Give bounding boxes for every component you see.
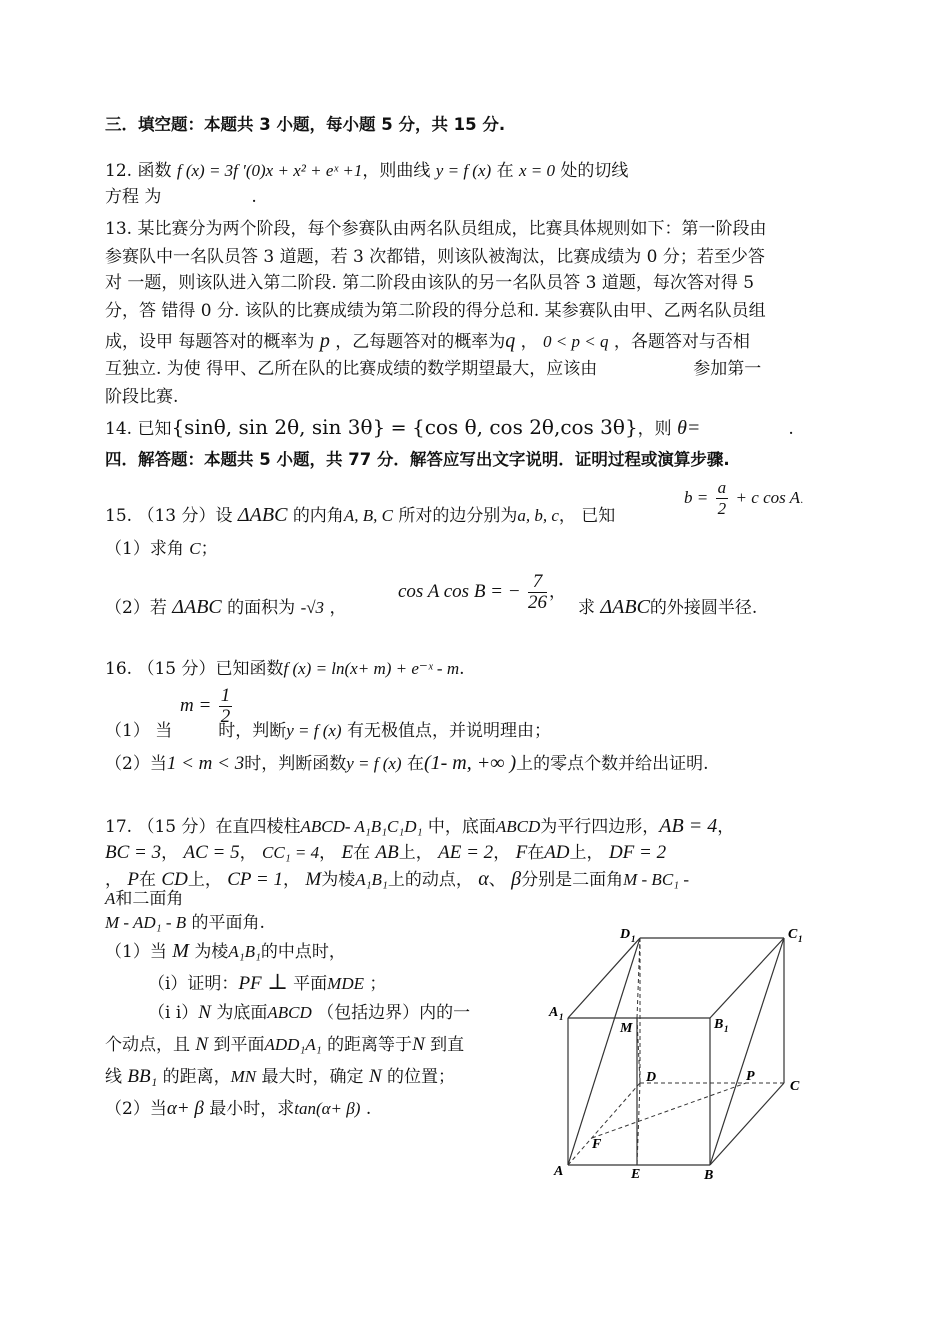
prism-figure [548, 920, 810, 1182]
q17-and-dihedral: 和二面角 [115, 889, 184, 909]
q17-cc1: CC₁ = 4 [262, 843, 320, 862]
q17-part1-tail: 的中点时， [260, 942, 346, 962]
q17-ad: AD [544, 842, 570, 863]
q16-part2-func: y = f (x) [346, 754, 402, 773]
q17-mn-text-c: 的位置； [387, 1067, 456, 1087]
q13-q: q [505, 330, 516, 352]
q17-ii-text-b: （包括边界）内的一 [317, 1003, 471, 1023]
q17-n-3: N [412, 1034, 425, 1055]
q16-part2-label: （2）当 [105, 754, 167, 774]
q15-fraction [716, 478, 729, 519]
q16-part2-text: 时，判断函数 [244, 754, 347, 774]
q15-part1-end: ； [200, 539, 218, 559]
q17-pf: PF [238, 973, 262, 994]
q17-part1-edge: A₁B₁ [228, 942, 261, 961]
section4-heading: 四．解答题：本题共 5 小题，共 77 分．解答应写出文字说明．证明过程或演算步骤. [105, 450, 730, 469]
q15-part1 [105, 536, 218, 562]
q15-given-tail: + c cos A [735, 488, 801, 507]
q15-cos-frac-den: 26 [527, 592, 547, 613]
q16-part1-func: y = f (x) [286, 721, 342, 740]
q15-cos-frac-num: 7 [528, 572, 547, 593]
q12-tail3: 处的切线 [560, 161, 629, 181]
q17-comma-6: ， [105, 870, 122, 890]
q16-part2-tail: 上的零点个数并给出证明. [516, 754, 709, 774]
q15-triangle-2: ΔABC [172, 596, 222, 618]
q13-line1: 13. 某比赛分为两个阶段，每个参赛队由两名队员组成，比赛具体规则如下：第一阶段由 [105, 219, 767, 239]
edge-b1c1 [710, 938, 784, 1018]
q17-p: P [127, 869, 140, 890]
q12-line1 [105, 158, 628, 184]
q17-n: N [198, 1002, 211, 1023]
q15-cos-formula [398, 572, 566, 613]
q17-mn-text-a: 的距离， [162, 1067, 231, 1087]
q16-m-num: 1 [220, 685, 231, 706]
q15-given-formula [684, 478, 803, 519]
q16-part1-label: （1） 当 [105, 721, 173, 741]
q16-interval: (1- m, +∞ ) [423, 752, 517, 774]
label-a: A [554, 1164, 564, 1179]
q12-point: x = 0 [518, 161, 555, 180]
line-bc1 [710, 938, 784, 1165]
q13-line4: 分，答 错得 0 分. 该队的比赛成绩为第二阶段的得分总和. 某参赛队由甲、乙两名队员组 [105, 301, 766, 321]
q15-text-c: ， 已知 [558, 506, 616, 526]
label-p: P [746, 1069, 755, 1084]
q16-part2-in: 在 [406, 754, 424, 774]
q12-tail2: 在 [496, 161, 514, 181]
q13-line2: 参赛队中一名队员答 3 道题，若 3 次都错，则该队被淘汰，比赛成绩为 0 分；若至少答 [105, 247, 765, 267]
q17-part1-text: 为棱 [194, 942, 229, 962]
q16-part2 [105, 750, 709, 777]
q17-angle-2: M - AD₁ - B [105, 913, 187, 932]
q17-part2-text: 最小时，求 [209, 1099, 295, 1119]
q17-df: DF = 2 [608, 842, 667, 863]
q15-area-value: -√3 [300, 598, 325, 617]
q17-part1-m: M [172, 940, 189, 962]
q15-given-dot: . [800, 495, 804, 506]
q17-part1-ii [148, 1000, 470, 1026]
q13-line6 [105, 356, 761, 382]
q12-tail: ，则曲线 [362, 161, 431, 181]
q17-in-1: 在 [353, 843, 371, 863]
q15-triangle-3: ΔABC [600, 596, 650, 618]
q14-set2: {cos θ, cos 2θ,cos 3θ} [411, 415, 638, 439]
q17-in-3: 在 [139, 870, 157, 890]
q17-part1-label: （1）当 [105, 942, 167, 962]
q15-cos-product: cos A cos B = − [398, 581, 521, 602]
line-md1 [637, 938, 640, 1018]
q13-text-d: ，各题答对与否相 [613, 332, 750, 352]
q16-condition: 1 < m < 3 [166, 753, 245, 774]
q17-moving-text: 上的动点， [387, 870, 473, 890]
q17-f: F [515, 842, 528, 863]
q16-end: . [459, 659, 465, 679]
q15-cos-fraction [528, 572, 547, 613]
q15-angles: A, B, C [343, 506, 393, 525]
label-b1-sub: 1 [724, 1024, 729, 1034]
q17-tan: tan(α+ β) [294, 1099, 361, 1118]
q16-m-den: 2 [220, 706, 231, 727]
q17-angle-1: M - BC₁ - [623, 870, 689, 889]
q15-label: 15. （13 分）设 [105, 506, 233, 526]
q15-area-comma: ， [329, 598, 347, 618]
q15-frac-den: 2 [717, 499, 727, 518]
q15-part2-label: （2）若 [105, 598, 167, 618]
q17-mde: MDE [327, 974, 364, 993]
q17-mn-line [105, 1064, 455, 1090]
q17-part1-i [148, 970, 386, 997]
q17-line3 [105, 866, 689, 893]
q17-ab-2: AB [375, 842, 399, 863]
q16-part1-tail: 有无极值点，并说明理由； [347, 721, 551, 741]
q17-mn-text-b: 最大时，确定 [261, 1067, 364, 1087]
q17-on-3: 上， [187, 870, 222, 890]
q12-label: 12. 函数 [105, 161, 172, 181]
q13-line3: 对 一题，则该队进入第二阶段. 第二阶段由该队的另一名队员答 3 道题，每次答对得 5 [105, 273, 755, 293]
q14-theta: θ= [677, 417, 701, 439]
q17-cp: CP = 1 [227, 869, 283, 890]
q17-in-2: 在 [527, 843, 545, 863]
q13-text-f: 参加第一 [693, 359, 762, 379]
q17-i-end: ； [369, 974, 387, 994]
q17-bb1: BB₁ [127, 1066, 158, 1087]
label-b: B [704, 1168, 714, 1182]
q13-text-c: ， [520, 332, 538, 352]
q15-part2 [105, 594, 346, 621]
q14-label: 14. 已知 [105, 419, 172, 439]
q17-dun: 、 [488, 870, 506, 890]
q16-m-eq: m = [180, 695, 212, 716]
q15-text-a: 的内角 [292, 506, 344, 526]
q17-n-2: N [195, 1034, 209, 1055]
q17-e: E [341, 842, 354, 863]
q17-a1b1: A₁B₁ [355, 870, 388, 889]
q17-comma-3: ， [239, 843, 257, 863]
label-d1: D [620, 927, 631, 942]
q14-tail: ，则 [637, 419, 672, 439]
q17-comma-2: ， [161, 843, 179, 863]
q17-label: 17. （15 分）在直四棱柱 [105, 817, 301, 837]
q14-line [105, 414, 794, 442]
q16-part1-text: 时，判断 [218, 721, 287, 741]
q15-area-text: 的面积为 [227, 598, 296, 618]
q13-line5 [105, 328, 750, 355]
q17-line1 [105, 813, 734, 840]
label-c1: C [788, 927, 798, 942]
q17-line2 [105, 840, 666, 866]
q17-dist-text-b: 到平面 [213, 1035, 265, 1055]
q13-text-e: 互独立. 为使 得甲、乙所在队的比赛成绩的数学期望最大，应该由 [105, 359, 598, 379]
q17-text-b: 为平行四边形， [540, 817, 660, 837]
q17-ae: AE = 2 [438, 842, 494, 863]
q17-comma-4: ， [319, 843, 337, 863]
q12-formula: f (x) = 3f ′(0)x + x² + eˣ +1 [176, 161, 363, 180]
line-ad1 [568, 938, 640, 1165]
q15-stem [105, 502, 615, 529]
q17-cd: CD [161, 869, 188, 890]
q17-perp: ⊥ [267, 970, 288, 995]
q17-dist-text-d: 到直 [430, 1035, 465, 1055]
line-fp [592, 1083, 746, 1138]
q16-function: f (x) = ln(x+ m) + e⁻ˣ - m [283, 659, 460, 678]
q17-alpha: α [478, 868, 489, 890]
edge-bc [710, 1083, 784, 1165]
q15-radius-text: 的外接圆半径. [649, 598, 758, 618]
label-d: D [646, 1070, 657, 1085]
label-d1-sub: 1 [631, 934, 636, 944]
q17-comma-7: ， [283, 870, 300, 890]
q15-cos-comma: ， [548, 582, 566, 602]
q15-sides: a, b, c [517, 506, 559, 525]
q12-curve: y = f (x) [435, 161, 492, 180]
q17-ac: AC = 5 [183, 842, 240, 863]
q17-prism: ABCD- A₁B₁C₁D₁ [300, 817, 423, 836]
label-m: M [620, 1021, 633, 1036]
label-c: C [790, 1079, 800, 1094]
q17-ab: AB = 4 [659, 815, 718, 837]
q17-comma-5: ， [493, 843, 511, 863]
q15-frac-num: a [717, 478, 727, 497]
q17-part2 [105, 1096, 371, 1122]
q15-b: b = [684, 488, 709, 507]
q17-ii-label: （i i） [148, 1003, 199, 1023]
q13-text-a: 成，设甲 每题答对的概率为 [105, 332, 315, 352]
q16-part1 [105, 718, 551, 744]
q17-mn: MN [230, 1067, 257, 1086]
q14-set1: {sinθ, sin 2θ, sin 3θ} [171, 415, 386, 439]
q17-dist-text-c: 的距离等于 [327, 1035, 413, 1055]
q15-part2-tail [578, 594, 757, 621]
q16-label: 16. （15 分）已知函数 [105, 659, 284, 679]
q17-edge-text: 为棱 [321, 870, 356, 890]
q17-part1 [105, 938, 346, 965]
q17-plane-angle: 的平面角. [191, 913, 265, 933]
q17-plane-text: 平面 [293, 974, 328, 994]
q17-ii-text-a: 为底面 [216, 1003, 268, 1023]
q15-part1-label: （1）求角 [105, 539, 184, 559]
q17-beta: β [511, 868, 522, 890]
q12-answer-prompt: 方程 为 [105, 187, 162, 207]
q17-comma-1: ， [717, 817, 735, 837]
label-b1: B [714, 1017, 724, 1032]
q17-line5 [105, 910, 265, 936]
q17-part2-end: . [365, 1099, 372, 1119]
q17-dist-text-a: 个动点，且 [105, 1035, 190, 1055]
label-e: E [631, 1167, 641, 1182]
edge-a1d1 [568, 938, 640, 1018]
q17-dihedral-text: 分别是二面角 [521, 870, 624, 890]
q17-ii-base: ABCD [267, 1003, 312, 1022]
q17-base: ABCD [495, 817, 541, 836]
q13-inequality: 0 < p < q [543, 332, 609, 351]
q17-distance-line [105, 1032, 464, 1058]
q17-line4 [105, 886, 183, 912]
q12-line2: 方程 为 . [105, 187, 257, 207]
q15-triangle: ΔABC [237, 504, 288, 526]
q13-line7: 阶段比赛. [105, 387, 179, 407]
q17-on-1: 上， [398, 843, 433, 863]
q17-i-label: （i）证明： [148, 974, 239, 994]
q16-stem [105, 656, 465, 682]
q17-m: M [305, 869, 322, 890]
label-c1-sub: 1 [798, 934, 803, 944]
q17-on-2: 上， [569, 843, 604, 863]
q13-text-b: ，乙每题答对的概率为 [335, 332, 506, 352]
edge-ad [568, 1083, 640, 1165]
label-f: F [592, 1137, 602, 1152]
q14-end: . [788, 419, 794, 439]
q17-plane: ADD₁A₁ [264, 1035, 322, 1054]
q15-text-b: 所对的边分别为 [398, 506, 518, 526]
q17-sum: α+ β [166, 1098, 204, 1119]
q17-part2-label: （2）当 [105, 1099, 167, 1119]
q17-text-a: 中，底面 [427, 817, 496, 837]
q17-line-word: 线 [105, 1067, 122, 1087]
q15-angle-c: C [189, 539, 201, 558]
label-a1: A [549, 1005, 559, 1020]
q17-n-4: N [368, 1066, 382, 1087]
section3-heading: 三．填空题：本题共 3 小题，每小题 5 分，共 15 分. [105, 115, 506, 134]
q13-p: p [319, 330, 330, 352]
q17-a: A [105, 889, 116, 908]
label-a1-sub: 1 [559, 1012, 564, 1022]
q17-bc: BC = 3 [105, 842, 162, 863]
q14-equals: = [390, 417, 407, 439]
q15-ask: 求 [578, 598, 595, 618]
